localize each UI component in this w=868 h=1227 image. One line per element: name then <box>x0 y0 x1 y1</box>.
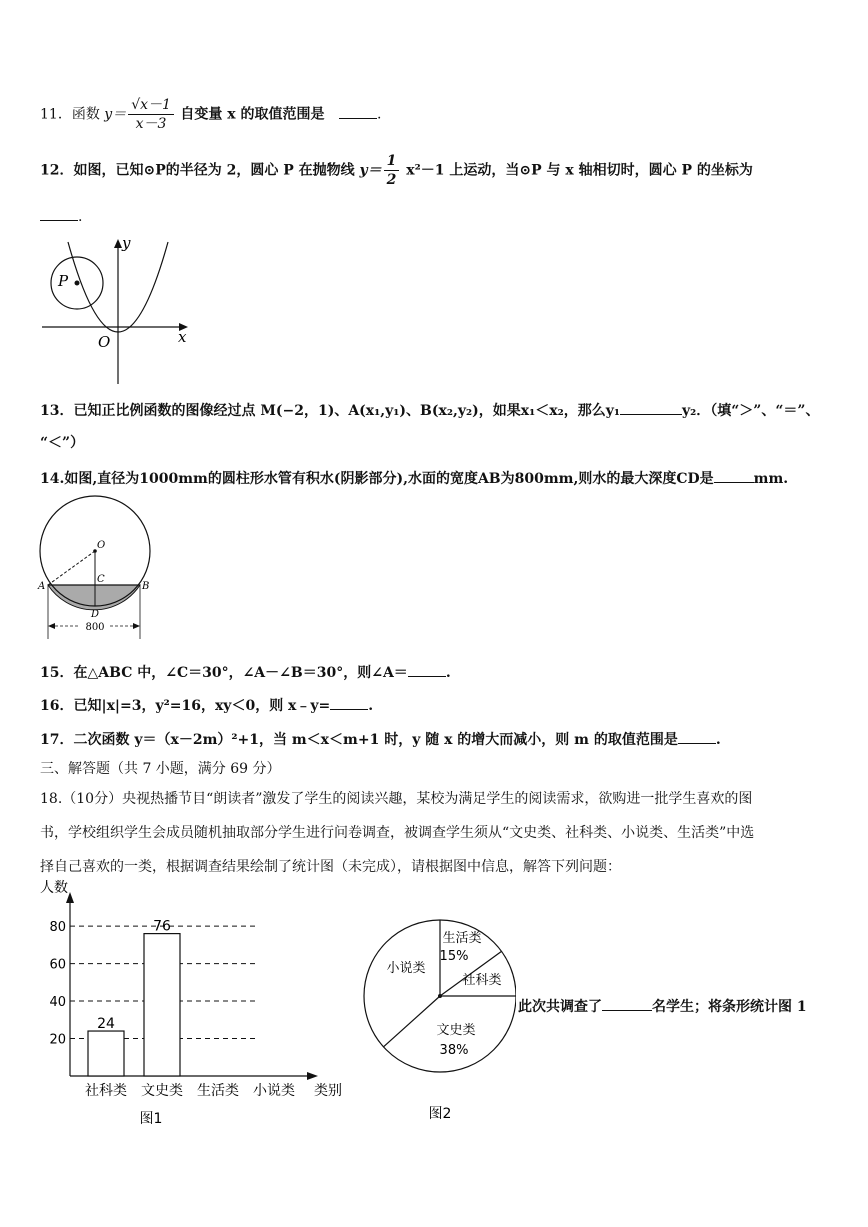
pie-slice-label-1: 社科类 <box>462 973 502 988</box>
q13-line1: 13．已知正比例函数的图像经过点 M(−2，1)、A(x₁,y₁)、B(x₂,y₂)，如果x₁＜x₂，那么y₁ <box>40 403 620 419</box>
pie-slice-pct-0: 15% <box>439 949 469 964</box>
q17-text: 17．二次函数 y＝（x－2m）²+1，当 m＜x＜m+1 时，y 随 x 的增大而减小，则 m 的取值范围是 <box>40 732 678 748</box>
q15-text: 15．在△ABC 中，∠C＝30°，∠A－∠B＝30°，则∠A＝ <box>40 665 408 681</box>
q18-line3-text: 择自己喜欢的一类，根据调查结果绘制了统计图（未完成），请根据图中信息，解答下列问题： <box>40 859 621 875</box>
q11-fraction <box>128 96 174 133</box>
bar-0 <box>88 1031 124 1076</box>
q18-aside <box>518 996 807 1016</box>
q12-x-label: x <box>178 328 187 346</box>
q12-lhs: y＝ <box>359 162 382 179</box>
q12-y-label: y <box>122 234 131 252</box>
q14-o-label: O <box>97 540 106 551</box>
q14-d-label: D <box>91 609 100 620</box>
question-12 <box>40 152 753 189</box>
question-13 <box>40 400 819 420</box>
q15-end: . <box>445 665 451 681</box>
q11-prefix: 11．函数 <box>40 106 100 123</box>
bar-category-0: 社科类 <box>85 1083 127 1099</box>
question-17 <box>40 729 721 749</box>
q14-a-label: A <box>38 581 46 592</box>
pie-slice-label-3: 小说类 <box>386 961 426 976</box>
section-3-title-text: 三、解答题（共 7 小题，满分 69 分） <box>40 761 281 777</box>
bar-ytick-3: 80 <box>49 920 66 936</box>
q15-answer-blank[interactable] <box>408 662 446 677</box>
q11-numerator: √x－1 <box>128 96 174 115</box>
q12-figure <box>38 232 198 392</box>
q12-o-label: O <box>98 333 111 351</box>
question-16 <box>40 695 373 715</box>
question-14 <box>40 468 788 488</box>
q14-b-label: B <box>142 581 150 592</box>
q12-p-label: P <box>58 272 69 290</box>
bar-ylabel: 人数 <box>40 880 68 896</box>
section-3-title <box>40 758 281 778</box>
q18-answer-blank[interactable] <box>602 996 652 1011</box>
q14-answer-blank[interactable] <box>714 468 754 483</box>
q14-text: 14.如图,直径为1000mm的圆柱形水管有积水(阴影部分),水面的宽度AB为800mm,则水的最大深度CD是 <box>40 471 714 487</box>
q13-line1b: y₂．（填“＞”、“＝”、 <box>681 403 820 419</box>
q18-line1 <box>40 788 752 808</box>
bar-category-1: 文史类 <box>141 1083 183 1099</box>
q16-text: 16．已知|x|=3，y²=16，xy＜0，则 x﹣y= <box>40 698 331 714</box>
bar-ytick-2: 60 <box>49 957 66 973</box>
bar-chart <box>36 876 356 1136</box>
pie-slice-label-0: 生活类 <box>442 931 482 946</box>
q18-aside1: 此次共调查了 <box>518 999 602 1015</box>
q18-line3 <box>40 856 621 876</box>
bar-ytick-1: 40 <box>49 995 66 1011</box>
q13-line2-text: “＜”） <box>40 435 85 451</box>
q12-end: . <box>78 209 83 225</box>
bar-value-label-1: 76 <box>153 918 171 935</box>
q16-answer-blank[interactable] <box>330 695 368 710</box>
q12-denominator: 2 <box>386 172 397 188</box>
q16-end: . <box>368 698 374 714</box>
bar-title: 图1 <box>139 1111 163 1127</box>
question-15 <box>40 662 451 682</box>
bar-category-2: 生活类 <box>197 1083 239 1099</box>
q12-numerator: 1 <box>384 152 400 171</box>
question-11 <box>40 96 381 133</box>
bar-xlabel: 类别 <box>314 1083 342 1099</box>
q18-aside2: 名学生；将条形统计图 1 <box>652 999 807 1015</box>
bar-ytick-0: 20 <box>49 1032 66 1048</box>
q12-answer-line <box>40 206 82 225</box>
q13-answer-blank[interactable] <box>620 400 682 415</box>
q18-line1-text: 18.（10分）央视热播节目“朗读者”激发了学生的阅读兴趣，某校为满足学生的阅读需求，欲购进一批学生喜欢的图 <box>40 791 753 807</box>
q18-line2-text: 书，学校组织学生会成员随机抽取部分学生进行问卷调查，被调查学生须从“文史类、社科类、小说类、生活类”中选 <box>40 825 755 841</box>
q14-c-label: C <box>97 574 105 585</box>
q13-line2 <box>40 432 84 452</box>
q14-end: mm. <box>753 471 789 487</box>
q12-answer-blank[interactable] <box>40 206 78 221</box>
pie-title: 图2 <box>428 1106 452 1122</box>
q11-end: . <box>376 106 382 123</box>
q14-width-label: 800 <box>85 622 105 633</box>
q12-fraction <box>384 152 400 189</box>
bar-category-3: 小说类 <box>253 1083 295 1099</box>
q11-suffix: 自变量 x 的取值范围是 <box>180 106 325 123</box>
q12-mid: x²－1 上运动，当⊙P 与 x 轴相切时，圆心 P 的坐标为 <box>406 162 753 179</box>
pie-chart <box>356 918 516 1128</box>
pie-slice-label-2: 文史类 <box>436 1023 476 1038</box>
bar-value-label-0: 24 <box>97 1016 115 1033</box>
q11-lhs: y＝ <box>104 106 127 123</box>
q11-answer-blank[interactable] <box>339 104 377 119</box>
q17-end: . <box>715 732 721 748</box>
q14-figure <box>36 494 158 642</box>
q18-line2 <box>40 822 754 842</box>
bar-1 <box>144 934 180 1076</box>
pie-slice-pct-2: 38% <box>439 1043 469 1058</box>
q12-prefix: 12．如图，已知⊙P的半径为 2，圆心 P 在抛物线 <box>40 162 355 179</box>
q17-answer-blank[interactable] <box>678 729 716 744</box>
q11-denominator: x－3 <box>135 116 167 132</box>
